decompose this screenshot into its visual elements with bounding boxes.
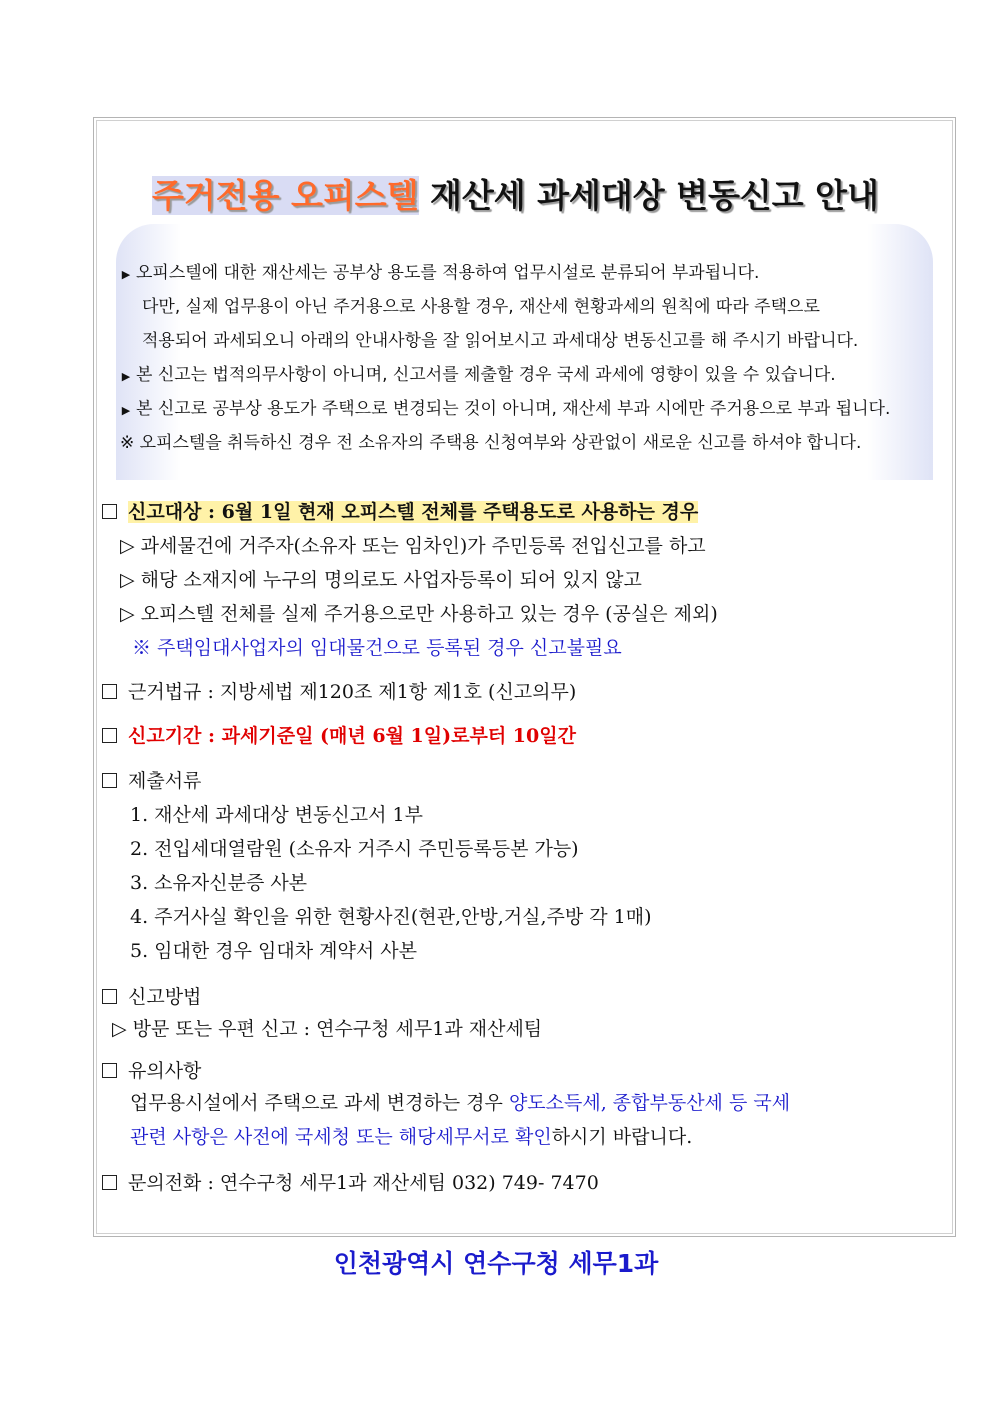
triangle-bullet-icon: ▶	[121, 404, 131, 417]
notice-line-4: ▶ 본 신고는 법적의무사항이 아니며, 신고서를 제출할 경우 국세 과세에 영향이 있을 수 있습니다.	[116, 360, 836, 385]
target-note: ※ 주택임대사업자의 임대물건으로 등록된 경우 신고불필요	[132, 637, 622, 659]
page-title	[152, 170, 912, 215]
hollow-triangle-icon: ▷	[120, 535, 135, 557]
target-heading: 신고대상 : 6월 1일 현재 오피스텔 전체를 주택용도로 사용하는 경우	[102, 497, 698, 524]
checkbox-square-icon	[102, 773, 117, 788]
checkbox-square-icon	[102, 728, 117, 743]
notice-line-6: ※ 오피스텔을 취득하신 경우 전 소유자의 주택용 신청여부와 상관없이 새로운 신고를 하셔야 합니다.	[120, 433, 862, 453]
title-rest: 재산세 과세대상 변동신고 안내	[430, 176, 879, 215]
caution-line-1: 업무용시설에서 주택으로 과세 변경하는 경우 양도소득세, 종합부동산세 등 국세	[130, 1092, 791, 1114]
hollow-triangle-icon: ▷	[120, 569, 135, 591]
period-line: 신고기간 : 과세기준일 (매년 6월 1일)로부터 10일간	[102, 721, 576, 748]
notice-line-2: 다만, 실제 업무용이 아닌 주거용으로 사용할 경우, 재산세 현황과세의 원칙에 따라 주택으로	[142, 297, 820, 317]
hollow-triangle-icon: ▷	[120, 603, 135, 625]
method-item: ▷ 방문 또는 우편 신고 : 연수구청 세무1과 재산세팀	[112, 1018, 543, 1040]
document-item: 2. 전입세대열람원 (소유자 거주시 주민등록등본 가능)	[130, 838, 579, 860]
caution-line-2: 관련 사항은 사전에 국세청 또는 해당세무서로 확인하시기 바랍니다.	[130, 1126, 693, 1148]
law-line: 근거법규 : 지방세법 제120조 제1항 제1호 (신고의무)	[102, 677, 576, 704]
contact-line: 문의전화 : 연수구청 세무1과 재산세팀 032) 749- 7470	[102, 1168, 599, 1195]
hollow-triangle-icon: ▷	[112, 1018, 127, 1040]
document-item: 5. 임대한 경우 임대차 계약서 사본	[130, 940, 417, 962]
footer-department: 인천광역시 연수구청 세무1과	[333, 1249, 659, 1278]
document-item: 3. 소유자신분증 사본	[130, 872, 308, 894]
checkbox-square-icon	[102, 504, 117, 519]
notice-box	[116, 224, 933, 480]
triangle-bullet-icon: ▶	[121, 370, 131, 383]
caution-heading: 유의사항	[102, 1056, 201, 1083]
triangle-bullet-icon: ▶	[121, 268, 131, 281]
documents-heading: 제출서류	[102, 766, 201, 793]
method-heading: 신고방법	[102, 982, 201, 1009]
target-item-2: ▷ 해당 소재지에 누구의 명의로도 사업자등록이 되어 있지 않고	[120, 569, 642, 591]
checkbox-square-icon	[102, 684, 117, 699]
checkbox-square-icon	[102, 1175, 117, 1190]
checkbox-square-icon	[102, 989, 117, 1004]
note-mark-icon: ※	[120, 433, 135, 453]
checkbox-square-icon	[102, 1063, 117, 1078]
document-item: 1. 재산세 과세대상 변동신고서 1부	[130, 804, 423, 826]
notice-line-3: 적용되어 과세되오니 아래의 안내사항을 잘 읽어보시고 과세대상 변동신고를 해 주시기 바랍니다.	[142, 331, 859, 351]
title-highlight: 주거전용 오피스텔	[152, 176, 419, 215]
notice-line-5: ▶ 본 신고로 공부상 용도가 주택으로 변경되는 것이 아니며, 재산세 부과 시에만 주거용으로 부과 됩니다.	[116, 394, 890, 419]
document-item: 4. 주거사실 확인을 위한 현황사진(현관,안방,거실,주방 각 1매)	[130, 906, 652, 928]
notice-line-1: ▶ 오피스텔에 대한 재산세는 공부상 용도를 적용하여 업무시설로 분류되어 부과됩니다.	[116, 258, 759, 283]
target-item-3: ▷ 오피스텔 전체를 실제 주거용으로만 사용하고 있는 경우 (공실은 제외)	[120, 603, 718, 625]
target-item-1: ▷ 과세물건에 거주자(소유자 또는 임차인)가 주민등록 전입신고를 하고	[120, 535, 706, 557]
